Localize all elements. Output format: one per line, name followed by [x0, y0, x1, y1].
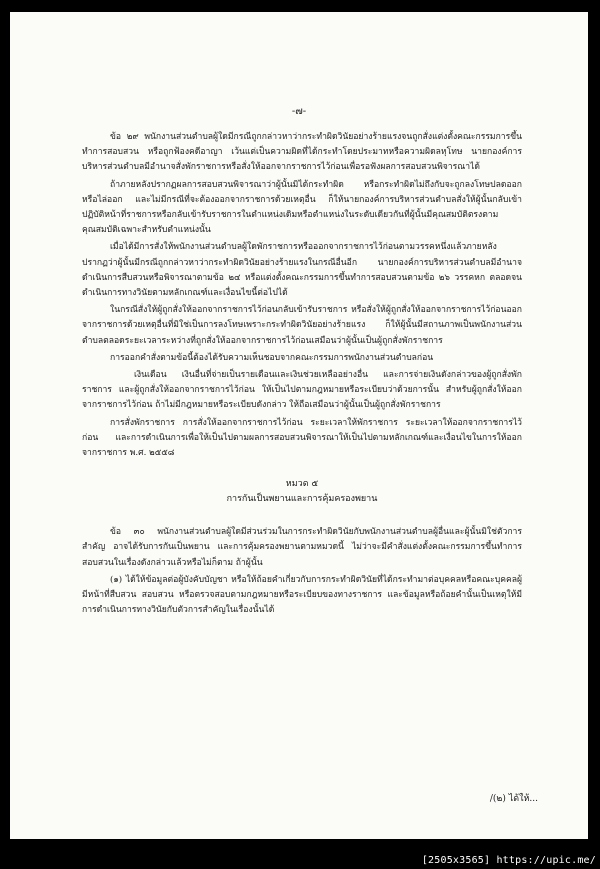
paragraph: การออกคำสั่งตามข้อนี้ต้องได้รับความเห็นชอบจากคณะกรรมการพนักงานส่วนตำบลก่อน [110, 352, 434, 363]
page-number: -๗- [291, 106, 307, 117]
paragraph: เมื่อได้มีการสั่งให้พนักงานส่วนตำบลผู้ใดพักราชการหรือออกจากราชการไว้ก่อนตามวรรคหนึ่งแล้วภายหลังปรากฏว่าผู้นั้นมีกรณีถูกกล่าวหาว่ากระทำผิดวินัยอย่างร้ายแรงในกรณีอื่นอีก นายกองค์การบริหารส่วนตำบลมีอำนาจดำเนินการสืบสวนหรือพิจารณาตามข้อ ๒๔ หรือแต่งตั้งคณะกรรมการขึ้นทำการสอบสวนตามข้อ ๒๖ วรรคหก ตลอดจนดำเนินการทางวินัยตามหลักเกณฑ์และเงื่อนไขนี้ต่อไปได้ [82, 242, 522, 299]
continuation-marker: /(๒) ได้ให้... [489, 794, 538, 804]
paragraph: การสั่งพักราชการ การสั่งให้ออกจากราชการไว้ก่อน ระยะเวลาให้พักราชการ ระยะเวลาให้ออกจากราชการไว้ก่อน และการดำเนินการเพื่อให้เป็นไปตามผลการสอบสวนพิจารณาให้เป็นไปตามหลักเกณฑ์และเงื่อนไขในการให้ออกจากราชการ พ.ศ. ๒๕๕๘ [82, 417, 522, 459]
document-body [82, 130, 522, 620]
document-page [10, 12, 588, 839]
paragraph: ในกรณีสั่งให้ผู้ถูกสั่งให้ออกจากราชการไว้ก่อนกลับเข้ารับราชการ หรือสั่งให้ผู้ถูกสั่งให้ออกจากราชการไว้ก่อนออกจากราชการด้วยเหตุอื่นที่มิใช่เป็นการลงโทษเพราะกระทำผิดวินัยอย่างร้ายแรง ก็ให้ผู้นั้นมีสถานภาพเป็นพนักงานส่วนตำบลตลอดระยะเวลาระหว่างที่ถูกสั่งให้ออกจากราชการไว้ก่อนเสมือนว่าผู้นั้นเป็นผู้ถูกสั่งพักราชการ [82, 305, 522, 346]
paragraph: (๑) ได้ให้ข้อมูลต่อผู้บังคับบัญชา หรือให้ถ้อยคำเกี่ยวกับการกระทำผิดวินัยที่ได้กระทำมาต่อบุคคลหรือคณะบุคคลผู้มีหน้าที่สืบสวน สอบสวน หรือตรวจสอบตามกฎหมายหรือระเบียบของทางราชการ และข้อมูลหรือถ้อยคำนั้นเป็นเหตุให้มีการดำเนินการทางวินัยกับตัวการสำคัญในเรื่องนั้นได้ [82, 574, 522, 616]
paragraph: ถ้าภายหลังปรากฏผลการสอบสวนพิจารณาว่าผู้นั้นมิได้กระทำผิด หรือกระทำผิดไม่ถึงกับจะถูกลงโทษปลดออก หรือไล่ออก และไม่มีกรณีที่จะต้องออกจากราชการด้วยเหตุอื่น ก็ให้นายกองค์การบริหารส่วนตำบลสั่งให้ผู้นั้นกลับเข้าปฏิบัติหน้าที่ราชการหรือกลับเข้ารับราชการในตำแหน่งเดิมหรือตำแหน่งในระดับเดียวกันที่ผู้นั้นมีคุณสมบัติตรงตามคุณสมบัติเฉพาะสำหรับตำแหน่งนั้น [82, 179, 522, 236]
paragraph: เงินเดือน เงินอื่นที่จ่ายเป็นรายเดือนและเงินช่วยเหลืออย่างอื่น และการจ่ายเงินดังกล่าวของผู้ถูกสั่งพักราชการ และผู้ถูกสั่งให้ออกจากราชการไว้ก่อน ให้เป็นไปตามกฎหมายหรือระเบียบว่าด้วยการนั้น สำหรับผู้ถูกสั่งให้ออกจากราชการไว้ก่อน ถ้าไม่มีกฎหมายหรือระเบียบดังกล่าว ให้ถือเสมือนว่าผู้นั้นเป็นผู้ถูกสั่งพักราชการ [82, 370, 522, 411]
paragraph: ข้อ ๓๐ พนักงานส่วนตำบลผู้ใดมีส่วนร่วมในการกระทำผิดวินัยกับพนักงานส่วนตำบลผู้อื่นและผู้นั้นมิใช่ตัวการสำคัญ อาจได้รับการกันเป็นพยาน และการคุ้มครองพยานตามหมวดนี้ ไม่ว่าจะมีคำสั่งแต่งตั้งคณะกรรมการขึ้นทำการสอบสวนในเรื่องดังกล่าวแล้วหรือไม่ก็ตาม ถ้าผู้นั้น [82, 527, 522, 568]
paragraph: ข้อ ๒๙ พนักงานส่วนตำบลผู้ใดมีกรณีถูกกล่าวหาว่ากระทำผิดวินัยอย่างร้ายแรงจนถูกสั่งแต่งตั้งคณะกรรมการขึ้นทำการสอบสวน หรือถูกฟ้องคดีอาญา เว้นแต่เป็นความผิดที่ได้กระทำโดยประมาทหรือความผิดลหุโทษ นายกองค์การบริหารส่วนตำบลมีอำนาจสั่งพักราชการหรือสั่งให้ออกจากราชการไว้ก่อนเพื่อรอฟังผลการสอบสวนพิจารณาได้ [82, 132, 522, 173]
section-heading: หมวด ๕ [285, 479, 319, 490]
section-subheading: การกันเป็นพยานและการคุ้มครองพยาน [226, 494, 378, 505]
upload-banner: [2505x3565] https://upic.me/ [421, 855, 596, 866]
